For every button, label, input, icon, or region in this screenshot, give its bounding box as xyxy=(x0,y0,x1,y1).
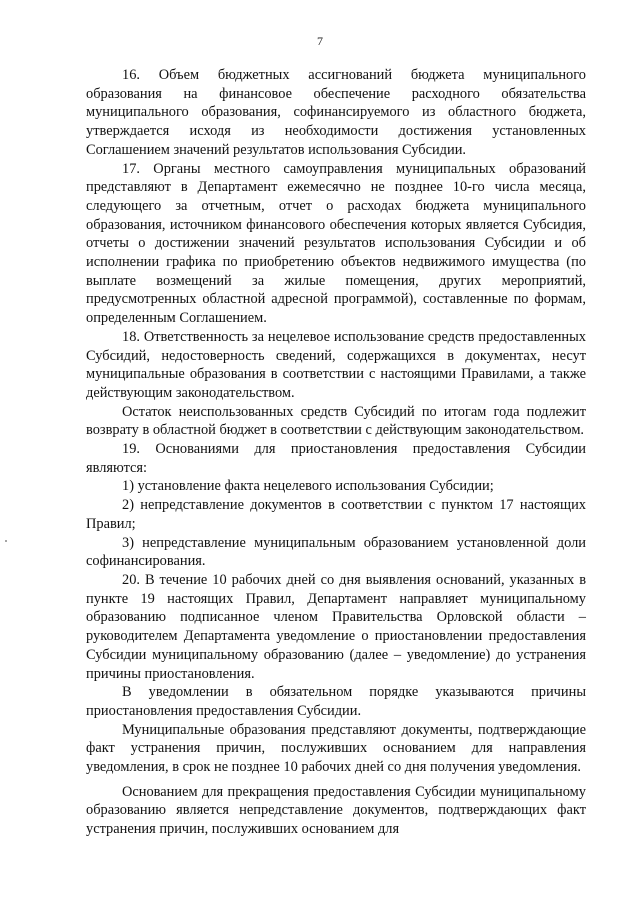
page-number: 7 xyxy=(317,34,323,48)
paragraph-termination-grounds: Основанием для прекращения предоставления Субсидии муниципальному образованию является непредставление документов, подтверждающих факт устранения причин, послуживших основанием для xyxy=(86,783,586,838)
paragraph-18-responsibility: 18. Ответственность за нецелевое использование средств предоставленных Субсидий, недостоверность сведений, содержащихся в документах, несут муниципальные образования в соответствии с настоящими Правилами, а также действующим законодательством. xyxy=(86,328,586,401)
paragraph-notification-reasons: В уведомлении в обязательном порядке указываются причины приостановления предоставления Субсидии. xyxy=(86,684,586,719)
paragraph-19-suspension-grounds: 19. Основаниями для приостановления предоставления Субсидии являются: xyxy=(86,441,586,476)
list-item-3: 3) непредставление муниципальным образованием установленной доли софинансирования. xyxy=(86,534,586,570)
paragraph-municipal-documents: Муниципальные образования представляют документы, подтверждающие факт устранения причин, послуживших основанием для направления уведомления, в срок не позднее 10 рабочих дней со дня получения уведомления. xyxy=(86,721,586,776)
list-item-1: 1) установление факта нецелевого использования Субсидии; xyxy=(122,478,494,495)
list-item-2: 2) непредставление документов в соответствии с пунктом 17 настоящих Правил; xyxy=(86,497,586,532)
paragraph-17-reporting: 17. Органы местного самоуправления муниципальных образований представляют в Департамент ежемесячно не позднее 10-го числа месяца, следующего за отчетным, отчет о расходах бюджета муниципального образования, источником финансового обеспечения которых является Субсидия, отчеты о достижении значений результатов использования Субсидии и об исполнении графика по приобретению объектов недвижимого имущества (по выплате возмещений за жилые помещения, других мероприятий, предусмотренных областной адресной программой), составленные по формам, определенным Соглашением. xyxy=(86,160,586,327)
document-body xyxy=(86,66,586,839)
paragraph-16-budget-allocation: 16. Объем бюджетных ассигнований бюджета муниципального образования на финансовое обеспечение расходного обязательства муниципального образования, софинансируемого из областного бюджета, утверждается исходя из необходимости достижения установленных Соглашением значений результатов использования Субсидии. xyxy=(86,67,586,158)
paragraph-unused-funds: Остаток неиспользованных средств Субсидий по итогам года подлежит возврату в областной бюджет в соответствии с действующим законодательством. xyxy=(86,403,586,439)
scan-speck xyxy=(5,540,7,542)
paragraph-20-notification: 20. В течение 10 рабочих дней со дня выявления оснований, указанных в пункте 19 настоящих Правил, Департамент направляет муниципальному образованию подписанное членом Правительства Орловской области – руководителем Департамента уведомление о приостановлении предоставления Субсидии муниципальному образованию (далее – уведомление) до устранения причины приостановления. xyxy=(86,571,586,682)
